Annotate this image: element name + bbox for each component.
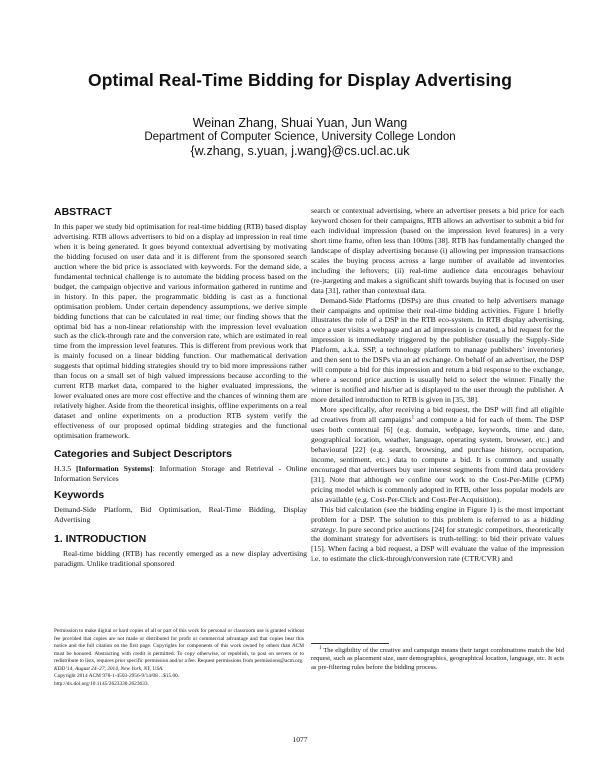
p4-emphasis: bidding strategy xyxy=(311,514,564,534)
categories-heading: Categories and Subject Descriptors xyxy=(54,447,232,460)
p3-part-a: More specifically, after receiving a bid request, the DSP will find all eligible ad creatives from all campaigns xyxy=(311,405,564,425)
author-affiliation: Department of Computer Science, University College London xyxy=(144,131,456,143)
doi-link[interactable]: http://dx.doi.org/10.1145/2623330.2623633. xyxy=(54,680,149,687)
abstract-text: In this paper we study bid optimisation for real-time bidding (RTB) based display advertising. RTB allows advertisers to bid on a display ad impression in real time when it is being generated. It goes beyond contextual advertising by motivating the bidding focused on user data and it is different from the sponsored search auction where the bid price is associated with keywords. For the demand side, a fundamental technical challenge is to automate the bidding process based on the budget, the campaign objective and various information gathered in runtime and in history. In this paper, the programmatic bidding is cast as a functional optimisation problem. Under certain dependency assumptions, we derive simple bidding functions that can be calculated in real time; our finding shows that the optimal bid has a non-linear relationship with the impression level evaluation such as the click-through rate and the conversion rate, which are estimated in real time from the impression level features. This is different from previous work that is mainly focused on a linear bidding function. Our mathematical derivation suggests that optimal bidding strategies should try to bid more impressions rather than focus on a small set of high valued impressions because according to the current RTB market data, compared to the higher evaluated impressions, the lower evaluated ones are more cost effective and the chances of winning them are relatively higher. Aside from the theoretical insights, offline experiments on a real dataset and online experiments on a production RTB system verify the effectiveness of our proposed optimal bidding strategies and the functional optimisation framework. xyxy=(54,222,307,441)
copyright-info: Copyright 2014 ACM 978-1-4503-2956-9/14/08 ...$15.00. xyxy=(54,673,180,680)
left-column xyxy=(54,206,307,569)
abstract-heading: ABSTRACT xyxy=(54,206,112,218)
footnote xyxy=(311,647,564,672)
author-block xyxy=(0,116,600,158)
introduction-heading: 1. INTRODUCTION xyxy=(54,532,147,545)
categories-bracket: [Information Systems] xyxy=(75,463,153,473)
p4-part-a: This bid calculation (see the bidding engine in Figure 1) is the most important problem for a DSP. The solution to this problem is referred to as a xyxy=(311,504,564,524)
conference-info: KDD’14, August 24–27, 2014, New York, NY, USA. xyxy=(54,665,164,672)
paper-title: Optimal Real-Time Bidding for Display Advertising xyxy=(88,70,512,90)
p3-part-b: and compute a bid for each of them. The DSP uses both contextual [6] (e.g. domain, webpage, keywords, time and date, geographical location, weather, language, operating system, browser, etc.) and behavioural [22] (e.g. search, browsing, and purchase history, occupation, income, sentiment, etc.) data to compute a bid. It is common and usually encouraged that advertisers buy user interest segments from third data providers [31]. Note that although we confine our work to the Cost-Per-Mille (CPM) pricing model which is commonly adopted in RTB, other less popular models are also available (e.g. Cost-Per-Click and Cost-Per-Acquisition). xyxy=(311,415,564,504)
author-emails: {w.zhang, s.yuan, j.wang}@cs.ucl.ac.uk xyxy=(190,144,410,158)
categories-code: H.3.5 xyxy=(54,463,72,473)
right-paragraph-3 xyxy=(311,405,564,505)
introduction-text: Real-time bidding (RTB) has recently emerged as a new display advertising paradigm. Unlike traditional sponsored xyxy=(54,548,307,568)
categories-text xyxy=(54,464,307,484)
page-number: 1077 xyxy=(292,735,308,744)
permission-text: Permission to make digital or hard copies of all or part of this work for personal or classroom use is granted without fee provided that copies are not made or distributed for profit or commercial advantage and that copies bear this notice and the full citation on the first page. Copyrights for components of this work owned by others than ACM must be honored. Abstracting with credit is permitted. To copy otherwise, or republish, to post on servers or to redistribute to lists, requires prior specific permission and/or a fee. Request permissions from permissions@acm.org. xyxy=(54,628,304,665)
permission-block xyxy=(54,628,304,688)
footnote-marker: 1 xyxy=(411,415,415,421)
author-names: Weinan Zhang, Shuai Yuan, Jun Wang xyxy=(192,116,408,130)
right-paragraph-4 xyxy=(311,505,564,565)
p4-part-b: . In pure second price auctions [24] for strategic competitors, theoretically the dominant strategy for advertisers is truth-telling: to bid their private values [15]. When facing a bid request, a DSP will evaluate the value of the impression i.e. to estimate the click-through/conversion rate (CTR/CVR) and xyxy=(311,524,564,564)
categories-desc: : Information Storage and Retrieval - Online Information Services xyxy=(54,463,307,483)
keywords-text: Demand-Side Platform, Bid Optimisation, Real-Time Bidding, Display Advertising xyxy=(54,504,307,524)
footnote-number: 1 xyxy=(319,645,322,651)
right-paragraph-2: Demand-Side Platforms (DSPs) are thus created to help advertisers manage their campaigns and optimise their real-time bidding activities. Figure 1 briefly illustrates the role of a DSP in the RTB eco-system. In RTB display advertising, once a user visits a webpage and an ad impression is created, a bid request for the impression is immediately triggered by the publisher (usually the Supply-Side Platform, a.k.a. SSP, a technology platform to manage publishers’ inventories) and then sent to the DSPs via an ad exchange. On behalf of an advertiser, the DSP will compute a bid for this impression and return a bid response to the exchange, where a second price auction is usually held to select the winner. Finally the winner is notified and his/her ad is displayed to the user through the publisher. A more detailed introduction to RTB is given in [35, 38]. xyxy=(311,295,564,405)
footnote-text: The eligibility of the creative and campaign means their target combinations match the bid request, such as placement size, user demographics, geographical location, language, etc. It acts as pre-filtering rules before the bidding process. xyxy=(311,647,564,671)
right-column xyxy=(311,206,564,564)
keywords-heading: Keywords xyxy=(54,488,105,501)
right-paragraph-1: search or contextual advertising, where an advertiser presets a bid price for each keyword chosen for their campaigns, RTB allows an advertiser to submit a bid for each individual impression (based on the impression level features) in a very short time frame, often less than 100ms [38]. RTB has fundamentally changed the landscape of display advertising because (i) allowing per impression transactions scales the buying process across a large number of available ad inventories including the leftovers; (ii) real-time audience data encourages behaviour (re-)targeting and makes a significant shift towards buying that is focused on user data [31], rather than contextual data. xyxy=(311,206,564,295)
footnote-rule xyxy=(311,643,389,644)
